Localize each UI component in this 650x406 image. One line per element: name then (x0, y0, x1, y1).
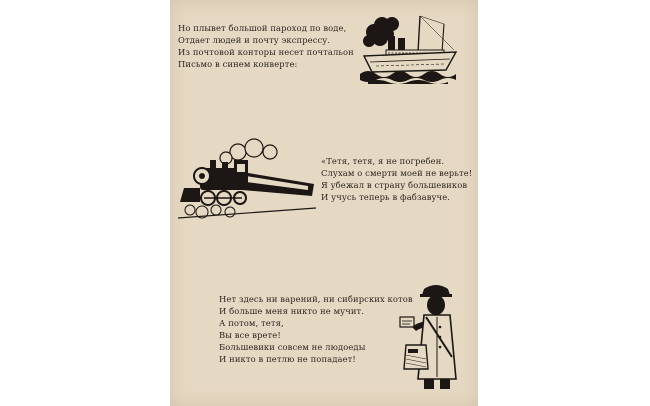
steamship-illustration (358, 12, 458, 84)
verse-line: Я убежал в страну большевиков (321, 180, 468, 190)
verse-line: Большевики совсем не людоеды (219, 342, 366, 352)
verse-line: «Тетя, тетя, я не погребен. (321, 156, 445, 166)
verse-line: Вы все врете! (219, 330, 281, 340)
verse-line: Нет здесь ни варений, ни сибирских котов (219, 294, 413, 304)
verse-line: Но плывет большой пароход по воде, (178, 23, 347, 33)
verse-line: Слухам о смерти моей не верьте! (321, 168, 473, 178)
verse-line: И учусь теперь в фабзавуче. (321, 192, 451, 202)
verse-line: Из почтовой конторы несет почтальон (178, 47, 354, 57)
verse-line: И больше меня никто не мучит. (219, 306, 365, 316)
stanza-1 (178, 22, 354, 70)
postman-illustration (398, 283, 464, 389)
steam-locomotive-illustration (176, 138, 318, 224)
verse-line: Отдает людей и почту экспрессу. (178, 35, 331, 45)
stanza-3 (219, 293, 413, 365)
verse-line: А потом, тетя, (219, 318, 284, 328)
book-page (170, 0, 478, 406)
verse-line: И никто в петлю не попадает! (219, 354, 356, 364)
verse-line: Письмо в синем конверте: (178, 59, 298, 69)
stanza-2 (321, 155, 472, 203)
